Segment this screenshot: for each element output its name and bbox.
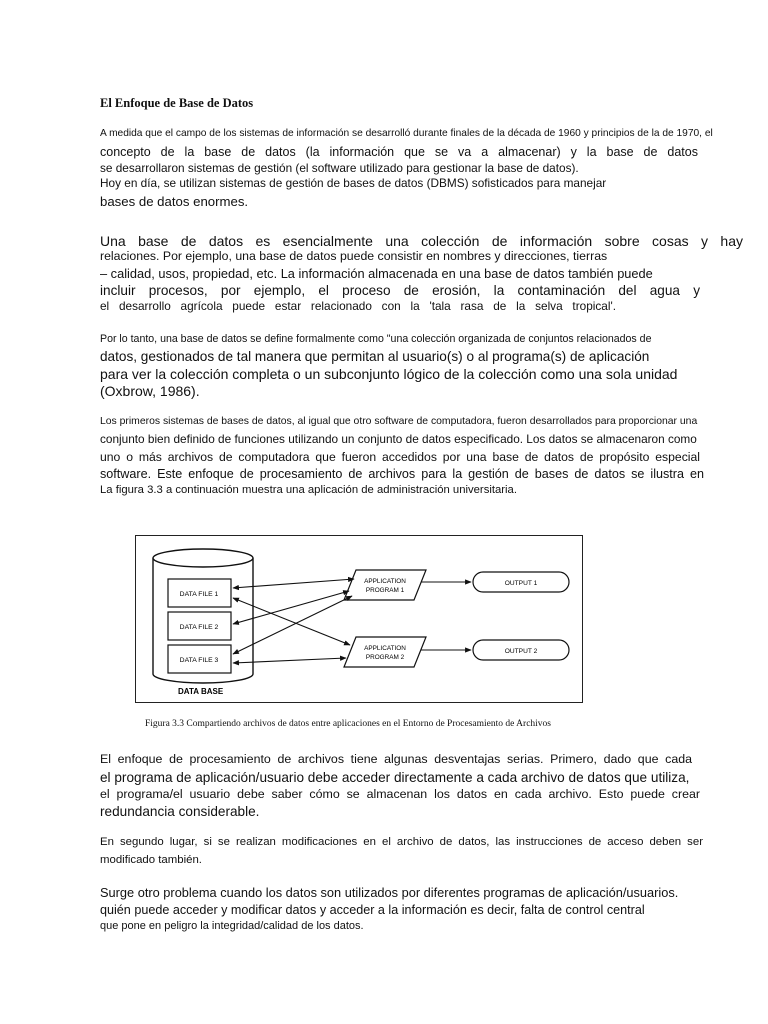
data-file-3-label: DATA FILE 3: [179, 657, 219, 664]
paragraph-line: Una base de datos es esencialmente una colección de información sobre cosas y hay: [100, 233, 743, 249]
application-program-1-line2: PROGRAM 1: [365, 587, 405, 594]
paragraph-line: Los primeros sistemas de bases de datos, al igual que otro software de computadora, fueron desarrollados para proporcionar una: [100, 416, 698, 427]
paragraph-line: incluir procesos, por ejemplo, el proceso de erosión, la contaminación del agua y: [100, 283, 700, 298]
file-processing-diagram: [136, 536, 581, 701]
arrow-file2-program1: [233, 591, 349, 624]
figure-3-3: [135, 535, 583, 703]
paragraph-line: se desarrollaron sistemas de gestión (el software utilizado para gestionar la base de datos).: [100, 161, 579, 175]
paragraph-5: [100, 753, 743, 820]
paragraph-line: uno o más archivos de computadora que fueron accedidos por una base de datos de propósito especial: [100, 450, 700, 464]
paragraph-line: A medida que el campo de los sistemas de información se desarrolló durante finales de la década de 1960 y principios de la de 1970, el: [100, 128, 713, 139]
paragraph-line: conjunto bien definido de funciones utilizando un conjunto de datos especificado. Los datos se almacenaron como: [100, 432, 697, 446]
application-program-2-line1: APPLICATION: [364, 645, 406, 652]
paragraph-line: el programa/el usuario debe saber cómo se almacenan los datos en cada archivo. Esto puede crear: [100, 787, 700, 801]
paragraph-line: software. Este enfoque de procesamiento de archivos para la gestión de bases de datos se ilustra en: [100, 467, 704, 481]
paragraph-4: [100, 417, 743, 498]
database-label: DATA BASE: [178, 687, 224, 696]
paragraph-line: modificado también.: [100, 854, 202, 866]
paragraph-line: quién puede acceder y modificar datos y acceder a la información es decir, falta de control central: [100, 903, 645, 917]
arrow-file1-program1: [233, 579, 354, 588]
paragraph-line: La figura 3.3 a continuación muestra una aplicación de administración universitaria.: [100, 484, 517, 496]
paragraph-line: Por lo tanto, una base de datos se define formalmente como "una colección organizada de conjuntos relacionados de: [100, 333, 652, 345]
application-program-1-line1: APPLICATION: [364, 578, 406, 585]
paragraph-line: para ver la colección completa o un subconjunto lógico de la colección como una sola unidad: [100, 366, 678, 382]
paragraph-line: el desarrollo agrícola puede estar relacionado con la 'tala rasa de la selva tropical'.: [100, 299, 616, 313]
document-title: El Enfoque de Base de Datos: [100, 96, 254, 110]
application-program-2-box: [344, 637, 426, 667]
data-file-1-label: DATA FILE 1: [179, 591, 219, 598]
paragraph-line: relaciones. Por ejemplo, una base de datos puede consistir en nombres y direcciones, tierras: [100, 249, 608, 263]
paragraph-line: En segundo lugar, si se realizan modificaciones en el archivo de datos, las instrucciones de acceso deben ser: [100, 836, 703, 848]
paragraph-7: [100, 887, 743, 934]
paragraph-3: [100, 334, 743, 400]
paragraph-line: Hoy en día, se utilizan sistemas de gestión de bases de datos (DBMS) sofisticados para manejar: [100, 176, 607, 190]
paragraph-6: [100, 837, 743, 868]
output-2-label: OUTPUT 2: [504, 648, 538, 655]
figure-caption: Figura 3.3 Compartiendo archivos de datos entre aplicaciones en el Entorno de Procesamiento de Archivos: [145, 719, 552, 729]
output-1-label: OUTPUT 1: [504, 580, 538, 587]
application-program-1-box: [344, 570, 426, 600]
paragraph-line: – calidad, usos, propiedad, etc. La información almacenada en una base de datos también puede: [100, 266, 653, 281]
paragraph-line: concepto de la base de datos (la información que se va a almacenar) y la base de datos: [100, 145, 698, 159]
paragraph-2: [100, 234, 743, 314]
paragraph-line: el programa de aplicación/usuario debe acceder directamente a cada archivo de datos que utiliza,: [100, 770, 690, 785]
paragraph-line: que pone en peligro la integridad/calidad de los datos.: [100, 920, 364, 932]
data-file-2-label: DATA FILE 2: [179, 624, 219, 631]
paragraph-line: datos, gestionados de tal manera que permitan al usuario(s) o al programa(s) de aplicación: [100, 349, 650, 364]
paragraph-line: bases de datos enormes.: [100, 194, 249, 209]
paragraph-line: El enfoque de procesamiento de archivos tiene algunas desventajas serias. Primero, dado que cada: [100, 752, 692, 766]
application-program-2-line2: PROGRAM 2: [365, 654, 405, 661]
paragraph-line: redundancia considerable.: [100, 804, 260, 819]
paragraph-line: (Oxbrow, 1986).: [100, 383, 200, 399]
paragraph-line: Surge otro problema cuando los datos son utilizados por diferentes programas de aplicación/usuarios.: [100, 885, 679, 900]
arrow-file3-program2: [233, 658, 346, 663]
paragraph-1: [100, 129, 743, 210]
